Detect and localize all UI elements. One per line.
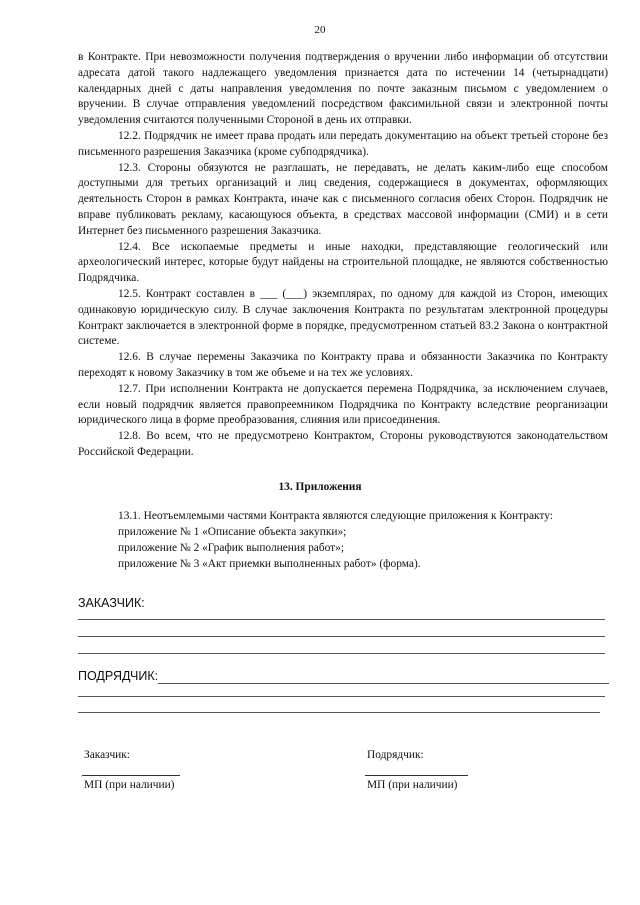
- paragraph-12-7: 12.7. При исполнении Контракта не допускается перемена Подрядчика, за исключением случаев, если новый подрядчик является правопреемником Подрядчика по Контракту вследствие реорганизации юридического лица в форме преобразования, слияния или присоединения.: [78, 382, 608, 427]
- annex-item: приложение № 3 «Акт приемки выполненных работ» (форма).: [118, 558, 421, 570]
- customer-details-line: [78, 636, 605, 637]
- contractor-label: ПОДРЯДЧИК:: [78, 669, 159, 683]
- page-number: 20: [314, 24, 326, 36]
- contractor-details-line: [78, 696, 605, 697]
- contract-body: [78, 50, 608, 461]
- customer-label: ЗАКАЗЧИК:: [78, 596, 145, 610]
- contractor-signature-line: [365, 775, 468, 776]
- customer-signature-label: Заказчик:: [84, 749, 130, 761]
- contractor-stamp-label: МП (при наличии): [367, 779, 458, 791]
- paragraph-12-4: 12.4. Все ископаемые предметы и иные находки, представляющие геологический или археологический интерес, которые будут найдены на строительной площадке, не являются собственностью Подрядчика.: [78, 240, 608, 285]
- customer-stamp-label: МП (при наличии): [84, 779, 175, 791]
- annex-intro: 13.1. Неотъемлемыми частями Контракта являются следующие приложения к Контракту:: [118, 510, 553, 522]
- paragraph-12-6: 12.6. В случае перемены Заказчика по Контракту права и обязанности Заказчика по Контракту переходят к новому Заказчику в том же объеме и на тех же условиях.: [78, 351, 608, 379]
- contractor-details-line: [78, 712, 600, 713]
- contractor-signature-label: Подрядчик:: [367, 749, 424, 761]
- paragraph-12-8: 12.8. Во всем, что не предусмотрено Контрактом, Стороны руководствуются законодательством Российской Федерации.: [78, 430, 608, 458]
- paragraph-12-1-continuation: в Контракте. При невозможности получения подтверждения о вручении либо информации об отсутствии адресата датой такого надлежащего уведомления признается дата по истечении 14 (четырнадцати) календарных дней с даты направления уведомления по почте заказным письмом с уведомлением о вручении. В случае отправления уведомлений посредством факсимильной связи и электронной почты уведомления считаются полученными Стороной в день их отправки.: [78, 51, 608, 127]
- paragraph-12-3: 12.3. Стороны обязуются не разглашать, не передавать, не делать каким-либо еще способом доступными для третьих организаций и лиц сведения, содержащиеся в документах, оформляющих деятельность Сторон в рамках Контракта, иначе как с письменного согласия обеих Сторон. Подрядчик не вправе публиковать рекламу, касающуюся объекта, в средствах массовой информации (СМИ) и в сети Интернет без письменного разрешения Заказчика.: [78, 161, 608, 237]
- annex-list: [118, 508, 618, 572]
- annex-item: приложение № 1 «Описание объекта закупки»;: [118, 526, 347, 538]
- paragraph-12-5: 12.5. Контракт составлен в ___ (___) экземплярах, по одному для каждой из Сторон, имеющих одинаковую юридическую силу. В случае заключения Контракта по результатам электронной процедуры Контракт заключается в электронной форме в порядке, предусмотренном статьей 83.2 Закона о контрактной системе.: [78, 287, 608, 348]
- customer-details-line: [78, 653, 605, 654]
- section-title: 13. Приложения: [278, 481, 362, 493]
- annex-item: приложение № 2 «График выполнения работ»;: [118, 542, 344, 554]
- paragraph-12-2: 12.2. Подрядчик не имеет права продать или передать документацию на объект третьей стороне без письменного разрешения Заказчика (кроме субподрядчика).: [78, 129, 608, 158]
- contractor-details-line: [158, 683, 609, 684]
- customer-details-line: [78, 619, 605, 620]
- customer-signature-line: [82, 775, 180, 776]
